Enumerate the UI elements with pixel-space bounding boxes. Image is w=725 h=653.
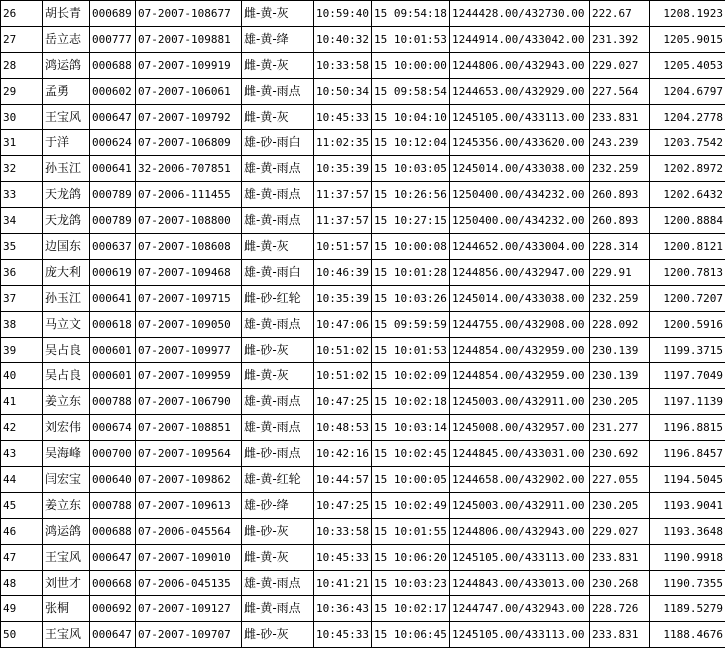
name-cell: 吴海峰 bbox=[43, 441, 90, 467]
name-cell: 天龙鸽 bbox=[43, 182, 90, 208]
coordinates-cell: 1244652.00/433004.00 bbox=[450, 234, 590, 260]
distance-cell: 230.205 bbox=[590, 389, 650, 415]
ring-number-cell: 07-2006-045564 bbox=[136, 518, 242, 544]
name-cell: 孙玉江 bbox=[43, 156, 90, 182]
arrival-time-cell: 15 10:04:10 bbox=[372, 104, 450, 130]
distance-cell: 227.564 bbox=[590, 78, 650, 104]
speed-cell: 1194.5045 bbox=[650, 467, 725, 493]
sex-color-cell: 雌-黄-灰 bbox=[242, 1, 314, 27]
member-id-cell: 000647 bbox=[90, 544, 136, 570]
sex-color-cell: 雌-黄-灰 bbox=[242, 52, 314, 78]
distance-cell: 230.139 bbox=[590, 337, 650, 363]
table-row bbox=[1, 337, 725, 363]
speed-cell: 1197.1139 bbox=[650, 389, 725, 415]
rank-cell: 32 bbox=[1, 156, 43, 182]
distance-cell: 260.893 bbox=[590, 208, 650, 234]
member-id-cell: 000601 bbox=[90, 363, 136, 389]
distance-cell: 229.027 bbox=[590, 518, 650, 544]
ring-number-cell: 07-2007-109010 bbox=[136, 544, 242, 570]
sex-color-cell: 雄-黄-雨点 bbox=[242, 311, 314, 337]
table-row bbox=[1, 415, 725, 441]
arrival-time-cell: 15 10:02:09 bbox=[372, 363, 450, 389]
table-row bbox=[1, 285, 725, 311]
coordinates-cell: 1245003.00/432911.00 bbox=[450, 389, 590, 415]
name-cell: 姜立东 bbox=[43, 389, 90, 415]
member-id-cell: 000777 bbox=[90, 26, 136, 52]
sex-color-cell: 雌-黄-灰 bbox=[242, 363, 314, 389]
table-row bbox=[1, 311, 725, 337]
table-row bbox=[1, 570, 725, 596]
release-time-cell: 10:35:39 bbox=[314, 285, 372, 311]
speed-cell: 1199.3715 bbox=[650, 337, 725, 363]
rank-cell: 38 bbox=[1, 311, 43, 337]
coordinates-cell: 1245105.00/433113.00 bbox=[450, 104, 590, 130]
coordinates-cell: 1245105.00/433113.00 bbox=[450, 544, 590, 570]
ring-number-cell: 07-2007-109959 bbox=[136, 363, 242, 389]
rank-cell: 40 bbox=[1, 363, 43, 389]
arrival-time-cell: 15 09:59:59 bbox=[372, 311, 450, 337]
ring-number-cell: 07-2007-109792 bbox=[136, 104, 242, 130]
arrival-time-cell: 15 10:02:45 bbox=[372, 441, 450, 467]
arrival-time-cell: 15 10:00:05 bbox=[372, 467, 450, 493]
coordinates-cell: 1244806.00/432943.00 bbox=[450, 518, 590, 544]
release-time-cell: 10:45:33 bbox=[314, 622, 372, 648]
sex-color-cell: 雄-黄-雨点 bbox=[242, 389, 314, 415]
rank-cell: 41 bbox=[1, 389, 43, 415]
release-time-cell: 10:47:06 bbox=[314, 311, 372, 337]
release-time-cell: 10:42:16 bbox=[314, 441, 372, 467]
member-id-cell: 000641 bbox=[90, 285, 136, 311]
sex-color-cell: 雄-黄-雨点 bbox=[242, 570, 314, 596]
sex-color-cell: 雌-黄-雨点 bbox=[242, 596, 314, 622]
release-time-cell: 10:51:57 bbox=[314, 234, 372, 260]
member-id-cell: 000692 bbox=[90, 596, 136, 622]
coordinates-cell: 1250400.00/434232.00 bbox=[450, 182, 590, 208]
member-id-cell: 000637 bbox=[90, 234, 136, 260]
ring-number-cell: 07-2007-109564 bbox=[136, 441, 242, 467]
coordinates-cell: 1244653.00/432929.00 bbox=[450, 78, 590, 104]
coordinates-cell: 1244755.00/432908.00 bbox=[450, 311, 590, 337]
name-cell: 岳立志 bbox=[43, 26, 90, 52]
release-time-cell: 10:47:25 bbox=[314, 492, 372, 518]
sex-color-cell: 雄-砂-绛 bbox=[242, 492, 314, 518]
table-row bbox=[1, 492, 725, 518]
name-cell: 张桐 bbox=[43, 596, 90, 622]
name-cell: 刘宏伟 bbox=[43, 415, 90, 441]
release-time-cell: 11:02:35 bbox=[314, 130, 372, 156]
speed-cell: 1200.7813 bbox=[650, 259, 725, 285]
member-id-cell: 000788 bbox=[90, 492, 136, 518]
ring-number-cell: 07-2007-109862 bbox=[136, 467, 242, 493]
member-id-cell: 000700 bbox=[90, 441, 136, 467]
name-cell: 胡长青 bbox=[43, 1, 90, 27]
speed-cell: 1193.3648 bbox=[650, 518, 725, 544]
name-cell: 于洋 bbox=[43, 130, 90, 156]
speed-cell: 1200.7207 bbox=[650, 285, 725, 311]
name-cell: 姜立东 bbox=[43, 492, 90, 518]
name-cell: 王宝风 bbox=[43, 544, 90, 570]
table-row bbox=[1, 389, 725, 415]
rank-cell: 47 bbox=[1, 544, 43, 570]
table-row bbox=[1, 1, 725, 27]
coordinates-cell: 1244856.00/432947.00 bbox=[450, 259, 590, 285]
rank-cell: 37 bbox=[1, 285, 43, 311]
member-id-cell: 000674 bbox=[90, 415, 136, 441]
member-id-cell: 000668 bbox=[90, 570, 136, 596]
distance-cell: 222.67 bbox=[590, 1, 650, 27]
name-cell: 马立文 bbox=[43, 311, 90, 337]
speed-cell: 1197.7049 bbox=[650, 363, 725, 389]
ring-number-cell: 07-2007-106809 bbox=[136, 130, 242, 156]
distance-cell: 260.893 bbox=[590, 182, 650, 208]
name-cell: 刘世才 bbox=[43, 570, 90, 596]
sex-color-cell: 雌-砂-灰 bbox=[242, 518, 314, 544]
speed-cell: 1203.7542 bbox=[650, 130, 725, 156]
coordinates-cell: 1250400.00/434232.00 bbox=[450, 208, 590, 234]
speed-cell: 1205.4053 bbox=[650, 52, 725, 78]
distance-cell: 228.314 bbox=[590, 234, 650, 260]
sex-color-cell: 雄-黄-雨点 bbox=[242, 415, 314, 441]
speed-cell: 1196.8457 bbox=[650, 441, 725, 467]
ring-number-cell: 07-2007-108800 bbox=[136, 208, 242, 234]
sex-color-cell: 雄-砂-雨白 bbox=[242, 130, 314, 156]
ring-number-cell: 07-2007-109715 bbox=[136, 285, 242, 311]
release-time-cell: 11:37:57 bbox=[314, 208, 372, 234]
name-cell: 孙玉江 bbox=[43, 285, 90, 311]
name-cell: 边国东 bbox=[43, 234, 90, 260]
table-row bbox=[1, 26, 725, 52]
name-cell: 庞大利 bbox=[43, 259, 90, 285]
release-time-cell: 11:37:57 bbox=[314, 182, 372, 208]
distance-cell: 231.392 bbox=[590, 26, 650, 52]
arrival-time-cell: 15 10:01:28 bbox=[372, 259, 450, 285]
ring-number-cell: 07-2007-109919 bbox=[136, 52, 242, 78]
table-row bbox=[1, 622, 725, 648]
distance-cell: 230.268 bbox=[590, 570, 650, 596]
ring-number-cell: 07-2007-108677 bbox=[136, 1, 242, 27]
coordinates-cell: 1244747.00/432943.00 bbox=[450, 596, 590, 622]
name-cell: 王宝风 bbox=[43, 104, 90, 130]
rank-cell: 46 bbox=[1, 518, 43, 544]
member-id-cell: 000789 bbox=[90, 208, 136, 234]
distance-cell: 233.831 bbox=[590, 622, 650, 648]
release-time-cell: 10:45:33 bbox=[314, 544, 372, 570]
name-cell: 闫宏宝 bbox=[43, 467, 90, 493]
distance-cell: 232.259 bbox=[590, 285, 650, 311]
coordinates-cell: 1245014.00/433038.00 bbox=[450, 156, 590, 182]
arrival-time-cell: 15 10:03:14 bbox=[372, 415, 450, 441]
member-id-cell: 000788 bbox=[90, 389, 136, 415]
release-time-cell: 10:48:53 bbox=[314, 415, 372, 441]
sex-color-cell: 雌-黄-灰 bbox=[242, 544, 314, 570]
release-time-cell: 10:50:34 bbox=[314, 78, 372, 104]
coordinates-cell: 1244914.00/433042.00 bbox=[450, 26, 590, 52]
coordinates-cell: 1244428.00/432730.00 bbox=[450, 1, 590, 27]
rank-cell: 30 bbox=[1, 104, 43, 130]
ring-number-cell: 07-2007-109127 bbox=[136, 596, 242, 622]
table-row bbox=[1, 544, 725, 570]
release-time-cell: 10:45:33 bbox=[314, 104, 372, 130]
arrival-time-cell: 15 10:00:08 bbox=[372, 234, 450, 260]
member-id-cell: 000641 bbox=[90, 156, 136, 182]
speed-cell: 1189.5279 bbox=[650, 596, 725, 622]
member-id-cell: 000688 bbox=[90, 518, 136, 544]
distance-cell: 232.259 bbox=[590, 156, 650, 182]
arrival-time-cell: 15 10:26:56 bbox=[372, 182, 450, 208]
member-id-cell: 000647 bbox=[90, 104, 136, 130]
release-time-cell: 10:46:39 bbox=[314, 259, 372, 285]
member-id-cell: 000619 bbox=[90, 259, 136, 285]
sex-color-cell: 雄-黄-雨点 bbox=[242, 208, 314, 234]
arrival-time-cell: 15 10:01:55 bbox=[372, 518, 450, 544]
arrival-time-cell: 15 10:01:53 bbox=[372, 26, 450, 52]
name-cell: 吴占良 bbox=[43, 337, 90, 363]
sex-color-cell: 雄-黄-雨点 bbox=[242, 156, 314, 182]
sex-color-cell: 雄-黄-雨点 bbox=[242, 182, 314, 208]
member-id-cell: 000789 bbox=[90, 182, 136, 208]
table-row bbox=[1, 182, 725, 208]
rank-cell: 44 bbox=[1, 467, 43, 493]
arrival-time-cell: 15 10:02:17 bbox=[372, 596, 450, 622]
ring-number-cell: 07-2007-106061 bbox=[136, 78, 242, 104]
distance-cell: 228.092 bbox=[590, 311, 650, 337]
table-row bbox=[1, 104, 725, 130]
speed-cell: 1200.8884 bbox=[650, 208, 725, 234]
arrival-time-cell: 15 10:27:15 bbox=[372, 208, 450, 234]
sex-color-cell: 雌-黄-灰 bbox=[242, 234, 314, 260]
speed-cell: 1202.8972 bbox=[650, 156, 725, 182]
release-time-cell: 10:33:58 bbox=[314, 518, 372, 544]
coordinates-cell: 1244843.00/433013.00 bbox=[450, 570, 590, 596]
speed-cell: 1190.9918 bbox=[650, 544, 725, 570]
rank-cell: 34 bbox=[1, 208, 43, 234]
member-id-cell: 000602 bbox=[90, 78, 136, 104]
release-time-cell: 10:33:58 bbox=[314, 52, 372, 78]
ring-number-cell: 07-2007-109977 bbox=[136, 337, 242, 363]
arrival-time-cell: 15 10:06:20 bbox=[372, 544, 450, 570]
sex-color-cell: 雄-黄-雨白 bbox=[242, 259, 314, 285]
name-cell: 孟勇 bbox=[43, 78, 90, 104]
release-time-cell: 10:44:57 bbox=[314, 467, 372, 493]
speed-cell: 1204.2778 bbox=[650, 104, 725, 130]
distance-cell: 230.205 bbox=[590, 492, 650, 518]
speed-cell: 1204.6797 bbox=[650, 78, 725, 104]
rank-cell: 31 bbox=[1, 130, 43, 156]
ring-number-cell: 07-2007-108608 bbox=[136, 234, 242, 260]
distance-cell: 230.692 bbox=[590, 441, 650, 467]
sex-color-cell: 雌-砂-灰 bbox=[242, 337, 314, 363]
sex-color-cell: 雌-砂-雨点 bbox=[242, 441, 314, 467]
sex-color-cell: 雌-黄-雨点 bbox=[242, 78, 314, 104]
name-cell: 吴占良 bbox=[43, 363, 90, 389]
coordinates-cell: 1244845.00/433031.00 bbox=[450, 441, 590, 467]
release-time-cell: 10:36:43 bbox=[314, 596, 372, 622]
table-row bbox=[1, 52, 725, 78]
distance-cell: 227.055 bbox=[590, 467, 650, 493]
ring-number-cell: 32-2006-707851 bbox=[136, 156, 242, 182]
speed-cell: 1200.8121 bbox=[650, 234, 725, 260]
arrival-time-cell: 15 10:03:23 bbox=[372, 570, 450, 596]
speed-cell: 1200.5916 bbox=[650, 311, 725, 337]
distance-cell: 243.239 bbox=[590, 130, 650, 156]
ring-number-cell: 07-2007-109468 bbox=[136, 259, 242, 285]
coordinates-cell: 1245105.00/433113.00 bbox=[450, 622, 590, 648]
coordinates-cell: 1245003.00/432911.00 bbox=[450, 492, 590, 518]
table-row bbox=[1, 130, 725, 156]
distance-cell: 229.027 bbox=[590, 52, 650, 78]
ring-number-cell: 07-2007-109613 bbox=[136, 492, 242, 518]
sex-color-cell: 雄-黄-红轮 bbox=[242, 467, 314, 493]
coordinates-cell: 1244658.00/432902.00 bbox=[450, 467, 590, 493]
sex-color-cell: 雌-砂-红轮 bbox=[242, 285, 314, 311]
rank-cell: 48 bbox=[1, 570, 43, 596]
name-cell: 鸿运鸽 bbox=[43, 518, 90, 544]
rank-cell: 45 bbox=[1, 492, 43, 518]
rank-cell: 39 bbox=[1, 337, 43, 363]
speed-cell: 1208.1923 bbox=[650, 1, 725, 27]
release-time-cell: 10:51:02 bbox=[314, 363, 372, 389]
table-row bbox=[1, 363, 725, 389]
distance-cell: 233.831 bbox=[590, 104, 650, 130]
ring-number-cell: 07-2007-109707 bbox=[136, 622, 242, 648]
member-id-cell: 000647 bbox=[90, 622, 136, 648]
release-time-cell: 10:47:25 bbox=[314, 389, 372, 415]
name-cell: 鸿运鸽 bbox=[43, 52, 90, 78]
rank-cell: 42 bbox=[1, 415, 43, 441]
name-cell: 王宝风 bbox=[43, 622, 90, 648]
arrival-time-cell: 15 09:54:18 bbox=[372, 1, 450, 27]
sex-color-cell: 雌-黄-灰 bbox=[242, 104, 314, 130]
sex-color-cell: 雌-砂-灰 bbox=[242, 622, 314, 648]
rank-cell: 27 bbox=[1, 26, 43, 52]
coordinates-cell: 1245008.00/432957.00 bbox=[450, 415, 590, 441]
coordinates-cell: 1244854.00/432959.00 bbox=[450, 337, 590, 363]
distance-cell: 229.91 bbox=[590, 259, 650, 285]
name-cell: 天龙鸽 bbox=[43, 208, 90, 234]
distance-cell: 228.726 bbox=[590, 596, 650, 622]
arrival-time-cell: 15 10:12:04 bbox=[372, 130, 450, 156]
table-row bbox=[1, 259, 725, 285]
speed-cell: 1205.9015 bbox=[650, 26, 725, 52]
release-time-cell: 10:51:02 bbox=[314, 337, 372, 363]
speed-cell: 1202.6432 bbox=[650, 182, 725, 208]
member-id-cell: 000624 bbox=[90, 130, 136, 156]
table-row bbox=[1, 78, 725, 104]
rank-cell: 43 bbox=[1, 441, 43, 467]
rank-cell: 33 bbox=[1, 182, 43, 208]
coordinates-cell: 1244806.00/432943.00 bbox=[450, 52, 590, 78]
ring-number-cell: 07-2007-109050 bbox=[136, 311, 242, 337]
release-time-cell: 10:40:32 bbox=[314, 26, 372, 52]
coordinates-cell: 1245014.00/433038.00 bbox=[450, 285, 590, 311]
rank-cell: 35 bbox=[1, 234, 43, 260]
table-row bbox=[1, 208, 725, 234]
member-id-cell: 000688 bbox=[90, 52, 136, 78]
arrival-time-cell: 15 10:06:45 bbox=[372, 622, 450, 648]
table-row bbox=[1, 518, 725, 544]
speed-cell: 1196.8815 bbox=[650, 415, 725, 441]
distance-cell: 230.139 bbox=[590, 363, 650, 389]
arrival-time-cell: 15 10:03:26 bbox=[372, 285, 450, 311]
table-row bbox=[1, 596, 725, 622]
sex-color-cell: 雄-黄-绛 bbox=[242, 26, 314, 52]
arrival-time-cell: 15 09:58:54 bbox=[372, 78, 450, 104]
release-time-cell: 10:59:40 bbox=[314, 1, 372, 27]
coordinates-cell: 1244854.00/432959.00 bbox=[450, 363, 590, 389]
rank-cell: 50 bbox=[1, 622, 43, 648]
speed-cell: 1193.9041 bbox=[650, 492, 725, 518]
table-row bbox=[1, 441, 725, 467]
coordinates-cell: 1245356.00/433620.00 bbox=[450, 130, 590, 156]
release-time-cell: 10:41:21 bbox=[314, 570, 372, 596]
release-time-cell: 10:35:39 bbox=[314, 156, 372, 182]
rank-cell: 29 bbox=[1, 78, 43, 104]
member-id-cell: 000618 bbox=[90, 311, 136, 337]
arrival-time-cell: 15 10:02:18 bbox=[372, 389, 450, 415]
rank-cell: 49 bbox=[1, 596, 43, 622]
member-id-cell: 000689 bbox=[90, 1, 136, 27]
ring-number-cell: 07-2007-106790 bbox=[136, 389, 242, 415]
table-row bbox=[1, 234, 725, 260]
speed-cell: 1190.7355 bbox=[650, 570, 725, 596]
ring-number-cell: 07-2007-109881 bbox=[136, 26, 242, 52]
ring-number-cell: 07-2007-108851 bbox=[136, 415, 242, 441]
arrival-time-cell: 15 10:02:49 bbox=[372, 492, 450, 518]
distance-cell: 231.277 bbox=[590, 415, 650, 441]
distance-cell: 233.831 bbox=[590, 544, 650, 570]
rank-cell: 26 bbox=[1, 1, 43, 27]
member-id-cell: 000601 bbox=[90, 337, 136, 363]
arrival-time-cell: 15 10:00:00 bbox=[372, 52, 450, 78]
rank-cell: 28 bbox=[1, 52, 43, 78]
rank-cell: 36 bbox=[1, 259, 43, 285]
ring-number-cell: 07-2006-111455 bbox=[136, 182, 242, 208]
table-body bbox=[1, 1, 725, 648]
table-row bbox=[1, 467, 725, 493]
table-row bbox=[1, 156, 725, 182]
arrival-time-cell: 15 10:01:53 bbox=[372, 337, 450, 363]
arrival-time-cell: 15 10:03:05 bbox=[372, 156, 450, 182]
ring-number-cell: 07-2006-045135 bbox=[136, 570, 242, 596]
member-id-cell: 000640 bbox=[90, 467, 136, 493]
speed-cell: 1188.4676 bbox=[650, 622, 725, 648]
